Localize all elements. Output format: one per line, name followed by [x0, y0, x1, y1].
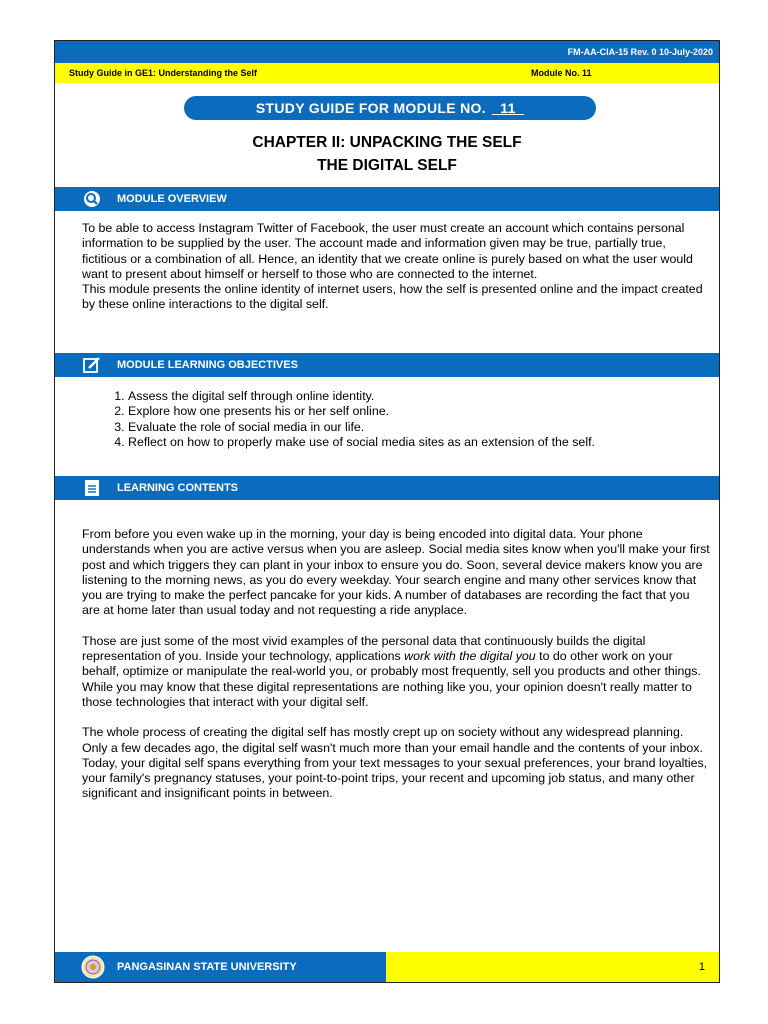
chapter-title: CHAPTER II: UNPACKING THE SELF [252, 134, 522, 151]
title-module-number: 11 [491, 100, 525, 116]
learning-contents-body [82, 527, 710, 802]
objective-item: 3. Evaluate the role of social media in our life. [128, 420, 708, 435]
contents-paragraph-3: The whole process of creating the digital self has mostly crept up on society without any widespread planning. Only a few decades ago, the digital self wasn't much more than your email handle and the contents of your inbox. Today, your digital self spans everything from your text messages to your sexual preferences, your brand loyalties, your family's pregnancy statuses, your point-to-point trips, your recent and upcoming job status, and many other significant and insignificant points in between. [82, 725, 708, 801]
page-frame [54, 40, 720, 983]
objective-item: 1. Assess the digital self through online identity. [128, 389, 708, 404]
study-guide-bar [55, 63, 719, 83]
magnifier-icon [83, 190, 101, 208]
page-footer [55, 952, 719, 982]
footer-university [55, 952, 386, 982]
form-code-bar [55, 41, 719, 63]
objective-item: 4. Reflect on how to properly make use of social media sites as an extension of the self. [128, 435, 708, 450]
page-number: 1 [698, 961, 705, 973]
learning-contents-title: LEARNING CONTENTS [117, 482, 238, 494]
learning-objectives-header [55, 353, 719, 377]
university-seal-icon [81, 955, 105, 979]
study-guide-title [184, 96, 596, 120]
contents-paragraph-2-emphasis: work with the digital you [404, 649, 536, 664]
contents-paragraph-2-part-a: Those are just some of the most vivid examples of the personal data that continuously builds the digital representation of you. Inside your technology, applications [82, 633, 646, 664]
university-name: PANGASINAN STATE UNIVERSITY [117, 961, 297, 973]
objectives-list [102, 389, 708, 450]
learning-contents-header [55, 476, 719, 500]
overview-paragraph-2: This module presents the online identity of internet users, how the self is presented online and the impact created by these online interactions to the digital self. [82, 282, 703, 312]
contents-paragraph-2-part-b: to do other work on your behalf, optimize or manipulate the real-world you, or probably most frequently, sell you products and other things. While you may know that these digital representations are nothing like you, your opinion doesn't really matter to those technologies that interact with your digital self. [82, 649, 701, 709]
document-icon [83, 479, 101, 497]
chapter-subtitle: THE DIGITAL SELF [317, 157, 457, 174]
objective-item: 2. Explore how one presents his or her self online. [128, 404, 708, 419]
contents-paragraph-2 [82, 634, 710, 710]
overview-paragraph-1: To be able to access Instagram Twitter of Facebook, the user must create an account which contains personal information to be supplied by the user. The account made and information given may be true, partially true, fictitious or a combination of all. Hence, an identity that we create online is purely based on what the user would want to present about himself or herself to those who are connected to the internet. [82, 221, 693, 281]
edit-icon [83, 356, 101, 374]
module-number-label: Module No. 11 [531, 68, 592, 78]
contents-paragraph-1: From before you even wake up in the morning, your day is being encoded into digital data. Your phone understands when you are active versus when you are asleep. Social media sites know when you'll make your first post and which triggers they can plant in your inbox to ensure you do. Soon, several device makers know you are listening to the morning news, as you do every weekday. Your search engine and many other services know that you are trying to make the perfect pancake for your kids. A number of databases are recording the fact that you are at home later than usual today and not requesting a ride anyplace. [82, 527, 710, 618]
study-guide-label: Study Guide in GE1: Understanding the Self [69, 68, 258, 78]
form-code: FM-AA-CIA-15 Rev. 0 10-July-2020 [567, 47, 713, 57]
module-overview-header [55, 187, 719, 211]
title-prefix: STUDY GUIDE FOR MODULE NO. [255, 100, 486, 116]
learning-objectives-title: MODULE LEARNING OBJECTIVES [117, 359, 298, 371]
module-overview-body [82, 221, 710, 313]
module-overview-title: MODULE OVERVIEW [117, 193, 227, 205]
footer-page [386, 952, 719, 982]
